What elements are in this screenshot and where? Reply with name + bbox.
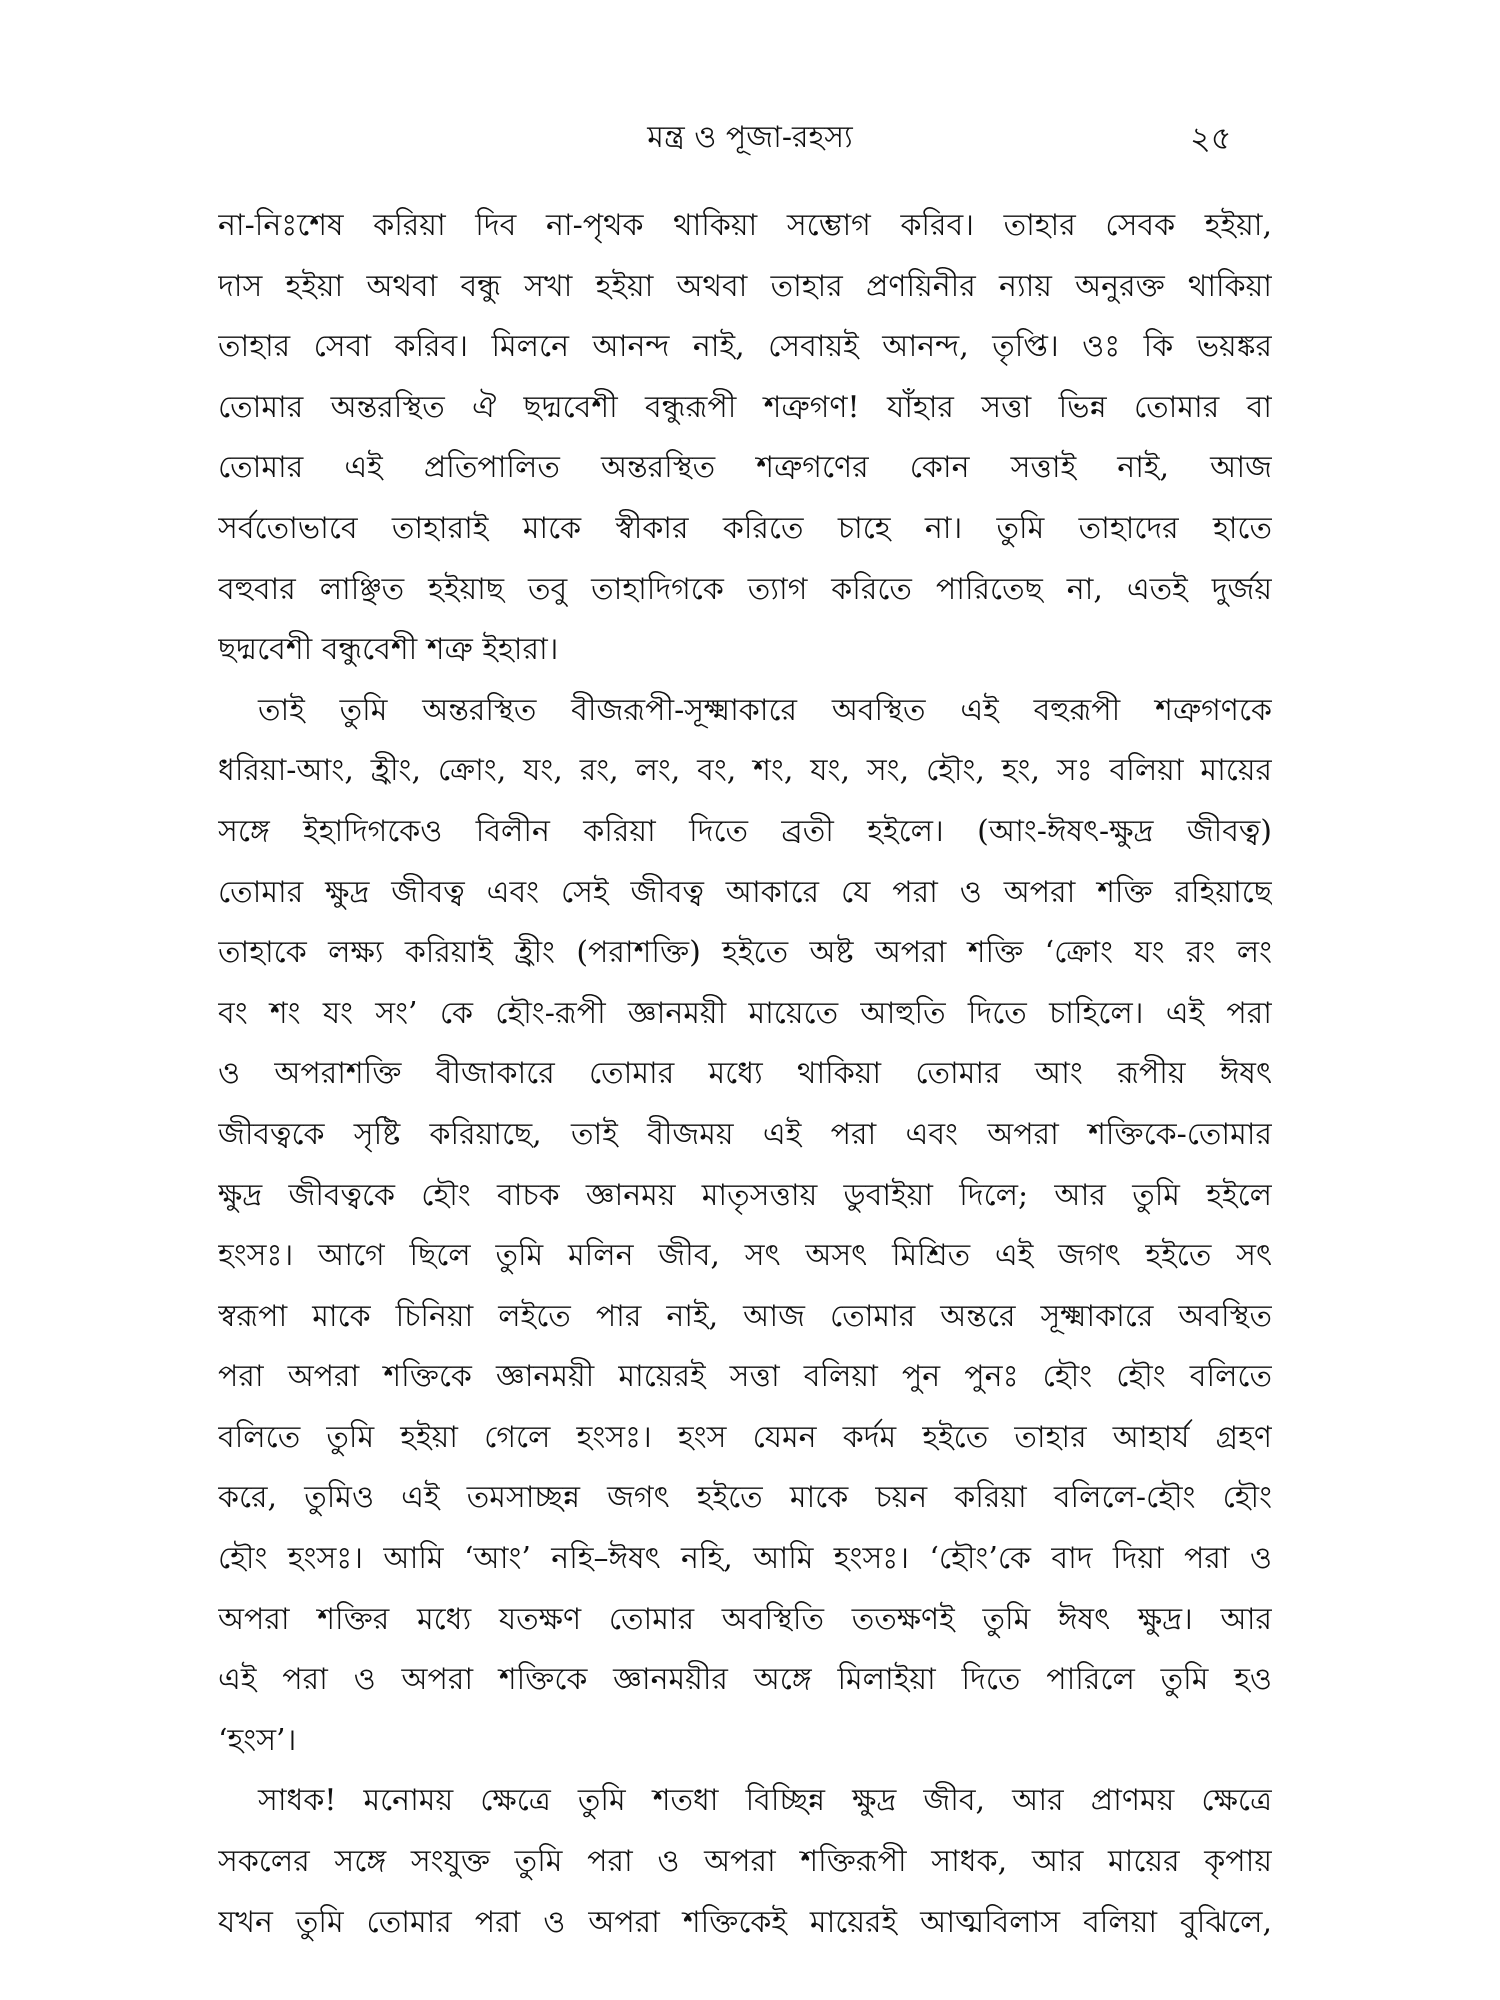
- text-line: তোমার অন্তরস্থিত ঐ ছদ্মবেশী বন্ধুরূপী শত্রুগণ! যাঁহার সত্তা ভিন্ন তোমার বা: [218, 389, 1272, 425]
- text-line: ছদ্মবেশী বন্ধুবেশী শত্রু ইহারা।: [218, 632, 559, 668]
- text-line: ও অপরাশক্তি বীজাকারে তোমার মধ্যে থাকিয়া তোমার আং রূপীয় ঈষৎ: [218, 1056, 1272, 1092]
- text-line: বলিতে তুমি হইয়া গেলে হংসঃ। হংস যেমন কর্দম হইতে তাহার আহার্য গ্রহণ: [218, 1419, 1272, 1455]
- text-line: তোমার এই প্রতিপালিত অন্তরস্থিত শত্রুগণের কোন সত্তাই নাই, আজ: [218, 450, 1272, 486]
- text-line: সঙ্গে ইহাদিগকেও বিলীন করিয়া দিতে ব্রতী হইলে। (আং-ঈষৎ-ক্ষুদ্র জীবত্ব): [218, 813, 1272, 849]
- running-title: মন্ত্র ও পূজা-রহস্য: [647, 120, 853, 155]
- text-line: হংসঃ। আগে ছিলে তুমি মলিন জীব, সৎ অসৎ মিশ্রিত এই জগৎ হইতে সৎ: [218, 1238, 1272, 1274]
- text-line: তোমার ক্ষুদ্র জীবত্ব এবং সেই জীবত্ব আকারে যে পরা ও অপরা শক্তি রহিয়াছে: [218, 874, 1272, 910]
- text-line: হৌং হংসঃ। আমি ‘আং’ নহি–ঈষৎ নহি, আমি হংসঃ। ‘হৌং’কে বাদ দিয়া পরা ও: [218, 1541, 1272, 1577]
- text-line: যখন তুমি তোমার পরা ও অপরা শক্তিকেই মায়েরই আত্মবিলাস বলিয়া বুঝিলে,: [218, 1904, 1272, 1940]
- text-line: তাহার সেবা করিব। মিলনে আনন্দ নাই, সেবায়ই আনন্দ, তৃপ্তি। ওঃ কি ভয়ঙ্কর: [218, 329, 1272, 365]
- text-line: ধরিয়া-আং, হ্রীং, ক্রোং, যং, রং, লং, বং, শং, যং, সং, হৌং, হং, সঃ বলিয়া মায়ের: [218, 753, 1272, 789]
- text-line: স্বরূপা মাকে চিনিয়া লইতে পার নাই, আজ তোমার অন্তরে সূক্ষ্মাকারে অবস্থিত: [218, 1298, 1272, 1334]
- page-number: ২৫: [1190, 119, 1232, 157]
- text-line: না-নিঃশেষ করিয়া দিব না-পৃথক থাকিয়া সম্ভোগ করিব। তাহার সেবক হইয়া,: [218, 208, 1272, 243]
- text-line: তাহাকে লক্ষ্য করিয়াই হ্রীং (পরাশক্তি) হইতে অষ্ট অপরা শক্তি ‘ক্রোং যং রং লং: [218, 935, 1272, 971]
- text-line: ‘হংস’।: [218, 1722, 297, 1758]
- paragraph-first-line: সাধক! মনোময় ক্ষেত্রে তুমি শতধা বিচ্ছিন্ন ক্ষুদ্র জীব, আর প্রাণময় ক্ষেত্রে: [258, 1783, 1272, 1819]
- text-line: সকলের সঙ্গে সংযুক্ত তুমি পরা ও অপরা শক্তিরূপী সাধক, আর মায়ের কৃপায়: [218, 1844, 1272, 1880]
- text-line: ক্ষুদ্র জীবত্বকে হৌং বাচক জ্ঞানময় মাতৃসত্তায় ডুবাইয়া দিলে; আর তুমি হইলে: [218, 1177, 1272, 1213]
- running-header: [0, 118, 1500, 158]
- text-line: বহুবার লাঞ্ছিত হইয়াছ তবু তাহাদিগকে ত্যাগ করিতে পারিতেছ না, এতই দুর্জয়: [218, 571, 1272, 607]
- text-line: জীবত্বকে সৃষ্টি করিয়াছে, তাই বীজময় এই পরা এবং অপরা শক্তিকে-তোমার: [218, 1116, 1272, 1152]
- text-line: বং শং যং সং’ কে হৌং-রূপী জ্ঞানময়ী মায়েতে আহুতি দিতে চাহিলে। এই পরা: [218, 995, 1272, 1031]
- text-line: পরা অপরা শক্তিকে জ্ঞানময়ী মায়েরই সত্তা বলিয়া পুন পুনঃ হৌং হৌং বলিতে: [218, 1359, 1272, 1395]
- text-line: অপরা শক্তির মধ্যে যতক্ষণ তোমার অবস্থিতি ততক্ষণই তুমি ঈষৎ ক্ষুদ্র। আর: [218, 1601, 1272, 1637]
- text-line: সর্বতোভাবে তাহারাই মাকে স্বীকার করিতে চাহে না। তুমি তাহাদের হাতে: [218, 510, 1272, 546]
- body-text: [218, 196, 1272, 1953]
- paragraph-first-line: তাই তুমি অন্তরস্থিত বীজরূপী-সূক্ষ্মাকারে অবস্থিত এই বহুরূপী শত্রুগণকে: [258, 692, 1272, 728]
- text-line: দাস হইয়া অথবা বন্ধু সখা হইয়া অথবা তাহার প্রণয়িনীর ন্যায় অনুরক্ত থাকিয়া: [218, 268, 1272, 304]
- text-line: এই পরা ও অপরা শক্তিকে জ্ঞানময়ীর অঙ্গে মিলাইয়া দিতে পারিলে তুমি হও: [218, 1662, 1272, 1698]
- text-line: করে, তুমিও এই তমসাচ্ছন্ন জগৎ হইতে মাকে চয়ন করিয়া বলিলে-হৌং হৌং: [218, 1480, 1272, 1516]
